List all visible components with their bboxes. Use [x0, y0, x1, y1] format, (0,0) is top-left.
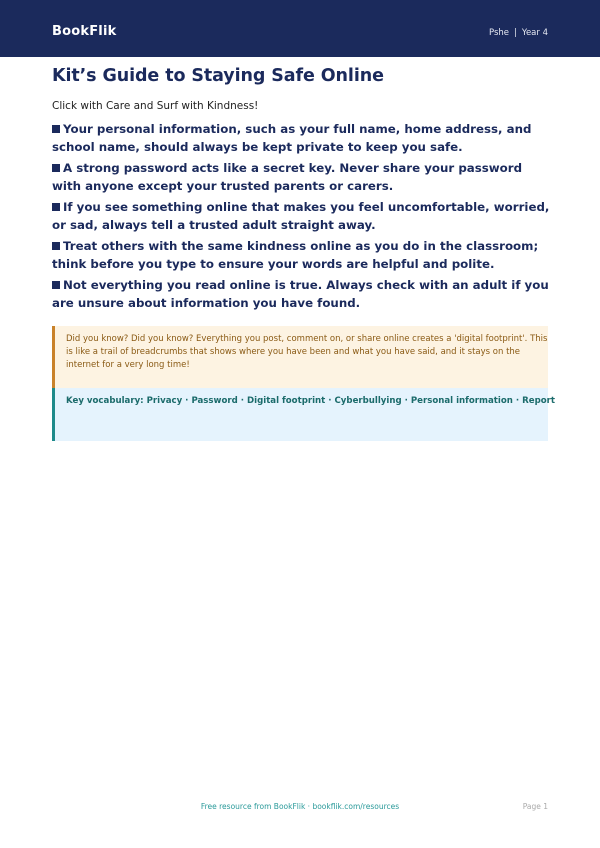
vocabulary-text: Key vocabulary: Privacy · Password · Digital footprint · Cyberbullying · Personal information · Report: [66, 396, 555, 406]
year-label: Year 4: [521, 28, 548, 38]
list-item-text: A strong password acts like a secret key. Never share your password with anyone except your trusted parents or carers.: [52, 161, 523, 193]
list-item: [52, 160, 552, 195]
brand-logo-text[interactable]: BookFlik: [52, 24, 117, 39]
subject-label: Pshe: [488, 28, 510, 38]
square-bullet-icon: [52, 125, 60, 133]
list-item-text: Treat others with the same kindness online as you do in the classroom; think before you type to ensure your words are helpful and polite.: [52, 239, 539, 271]
list-item: [52, 277, 552, 312]
callout-text: Did you know? Did you know? Everything you post, comment on, or share online creates a 'digital footprint'. This is like a trail of breadcrumbs that shows where you have been and what you have said, and it stays on the internet for a very long time!: [66, 334, 548, 371]
square-bullet-icon: [52, 164, 60, 172]
list-item-text: Your personal information, such as your full name, home address, and school name, should always be kept private to keep you safe.: [52, 122, 532, 154]
page-title: Kit’s Guide to Staying Safe Online: [52, 66, 384, 86]
page-number: Page 1: [522, 802, 548, 811]
page-subtitle: Click with Care and Surf with Kindness!: [52, 100, 259, 112]
meta-separator: |: [514, 28, 517, 38]
list-item: [52, 238, 552, 273]
safety-tips-list: [52, 121, 552, 316]
square-bullet-icon: [52, 281, 60, 289]
key-vocabulary-box: [52, 388, 555, 441]
list-item: [52, 199, 552, 234]
list-item-text: Not everything you read online is true. Always check with an adult if you are unsure about information you have found.: [52, 278, 549, 310]
list-item: [52, 121, 552, 156]
did-you-know-callout: [52, 326, 548, 388]
header-meta: [489, 28, 548, 38]
square-bullet-icon: [52, 242, 60, 250]
footer-credit[interactable]: Free resource from BookFlik · bookflik.com/resources: [200, 802, 400, 811]
list-item-text: If you see something online that makes you feel uncomfortable, worried, or sad, always tell a trusted adult straight away.: [52, 200, 550, 232]
square-bullet-icon: [52, 203, 60, 211]
page-header: [0, 0, 600, 57]
